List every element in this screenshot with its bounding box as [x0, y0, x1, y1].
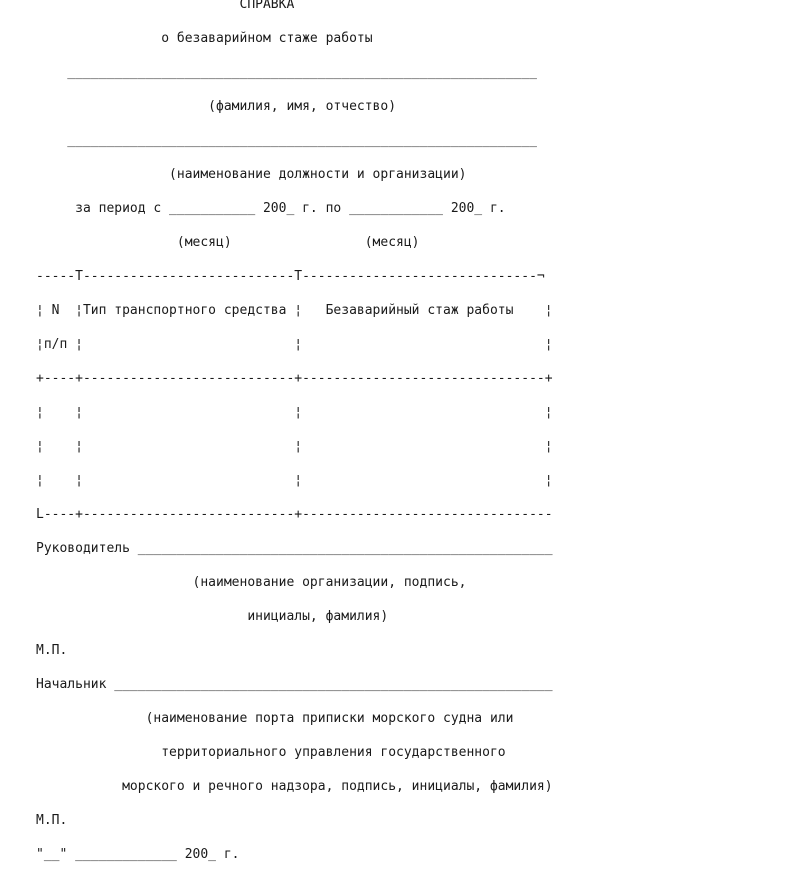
doc-line-chief-caption-3: морского и речного надзора, подпись, инициалы, фамилия) [36, 779, 553, 794]
doc-line-period: за период с ___________ 200_ г. по ____________ 200_ г. [36, 201, 506, 216]
doc-line-head-signature: Руководитель _____________________________________________________ [36, 541, 553, 556]
doc-line-position-caption: (наименование должности и организации) [36, 167, 467, 182]
doc-line-head-caption-1: (наименование организации, подпись, [36, 575, 467, 590]
doc-line-name-caption: (фамилия, имя, отчество) [36, 99, 397, 114]
doc-line-head-caption-2: инициалы, фамилия) [36, 609, 389, 624]
table-header-row-1: ¦ N ¦Тип транспортного средства ¦ Безаварийный стаж работы ¦ [36, 303, 553, 318]
doc-line-chief-caption-2: территориального управления государственного [36, 745, 506, 760]
table-row: ¦ ¦ ¦ ¦ [36, 405, 553, 420]
table-header-separator: +----+---------------------------+-------------------------------+ [36, 371, 553, 386]
doc-line-title: СПРАВКА [36, 0, 295, 12]
table-bottom-border: L----+---------------------------+-------------------------------- [36, 507, 553, 522]
doc-line-chief-caption-1: (наименование порта приписки морского судна или [36, 711, 514, 726]
table-row: ¦ ¦ ¦ ¦ [36, 439, 553, 454]
table-header-row-2: ¦п/п ¦ ¦ ¦ [36, 337, 553, 352]
doc-line-position-blank: ____________________________________________________________ [36, 133, 537, 148]
doc-line-name-blank: ____________________________________________________________ [36, 65, 537, 80]
doc-line-seal-1: М.П. [36, 643, 68, 658]
doc-line-subtitle: о безаварийном стаже работы [36, 31, 373, 46]
table-row: ¦ ¦ ¦ ¦ [36, 473, 553, 488]
doc-line-date: "__" _____________ 200_ г. [36, 847, 240, 862]
doc-line-chief-signature: Начальник ________________________________________________________ [36, 677, 553, 692]
doc-line-seal-2: М.П. [36, 813, 68, 828]
doc-line-month-captions: (месяц) (месяц) [36, 235, 420, 250]
table-top-border: -----T---------------------------T------------------------------¬ [36, 269, 545, 284]
